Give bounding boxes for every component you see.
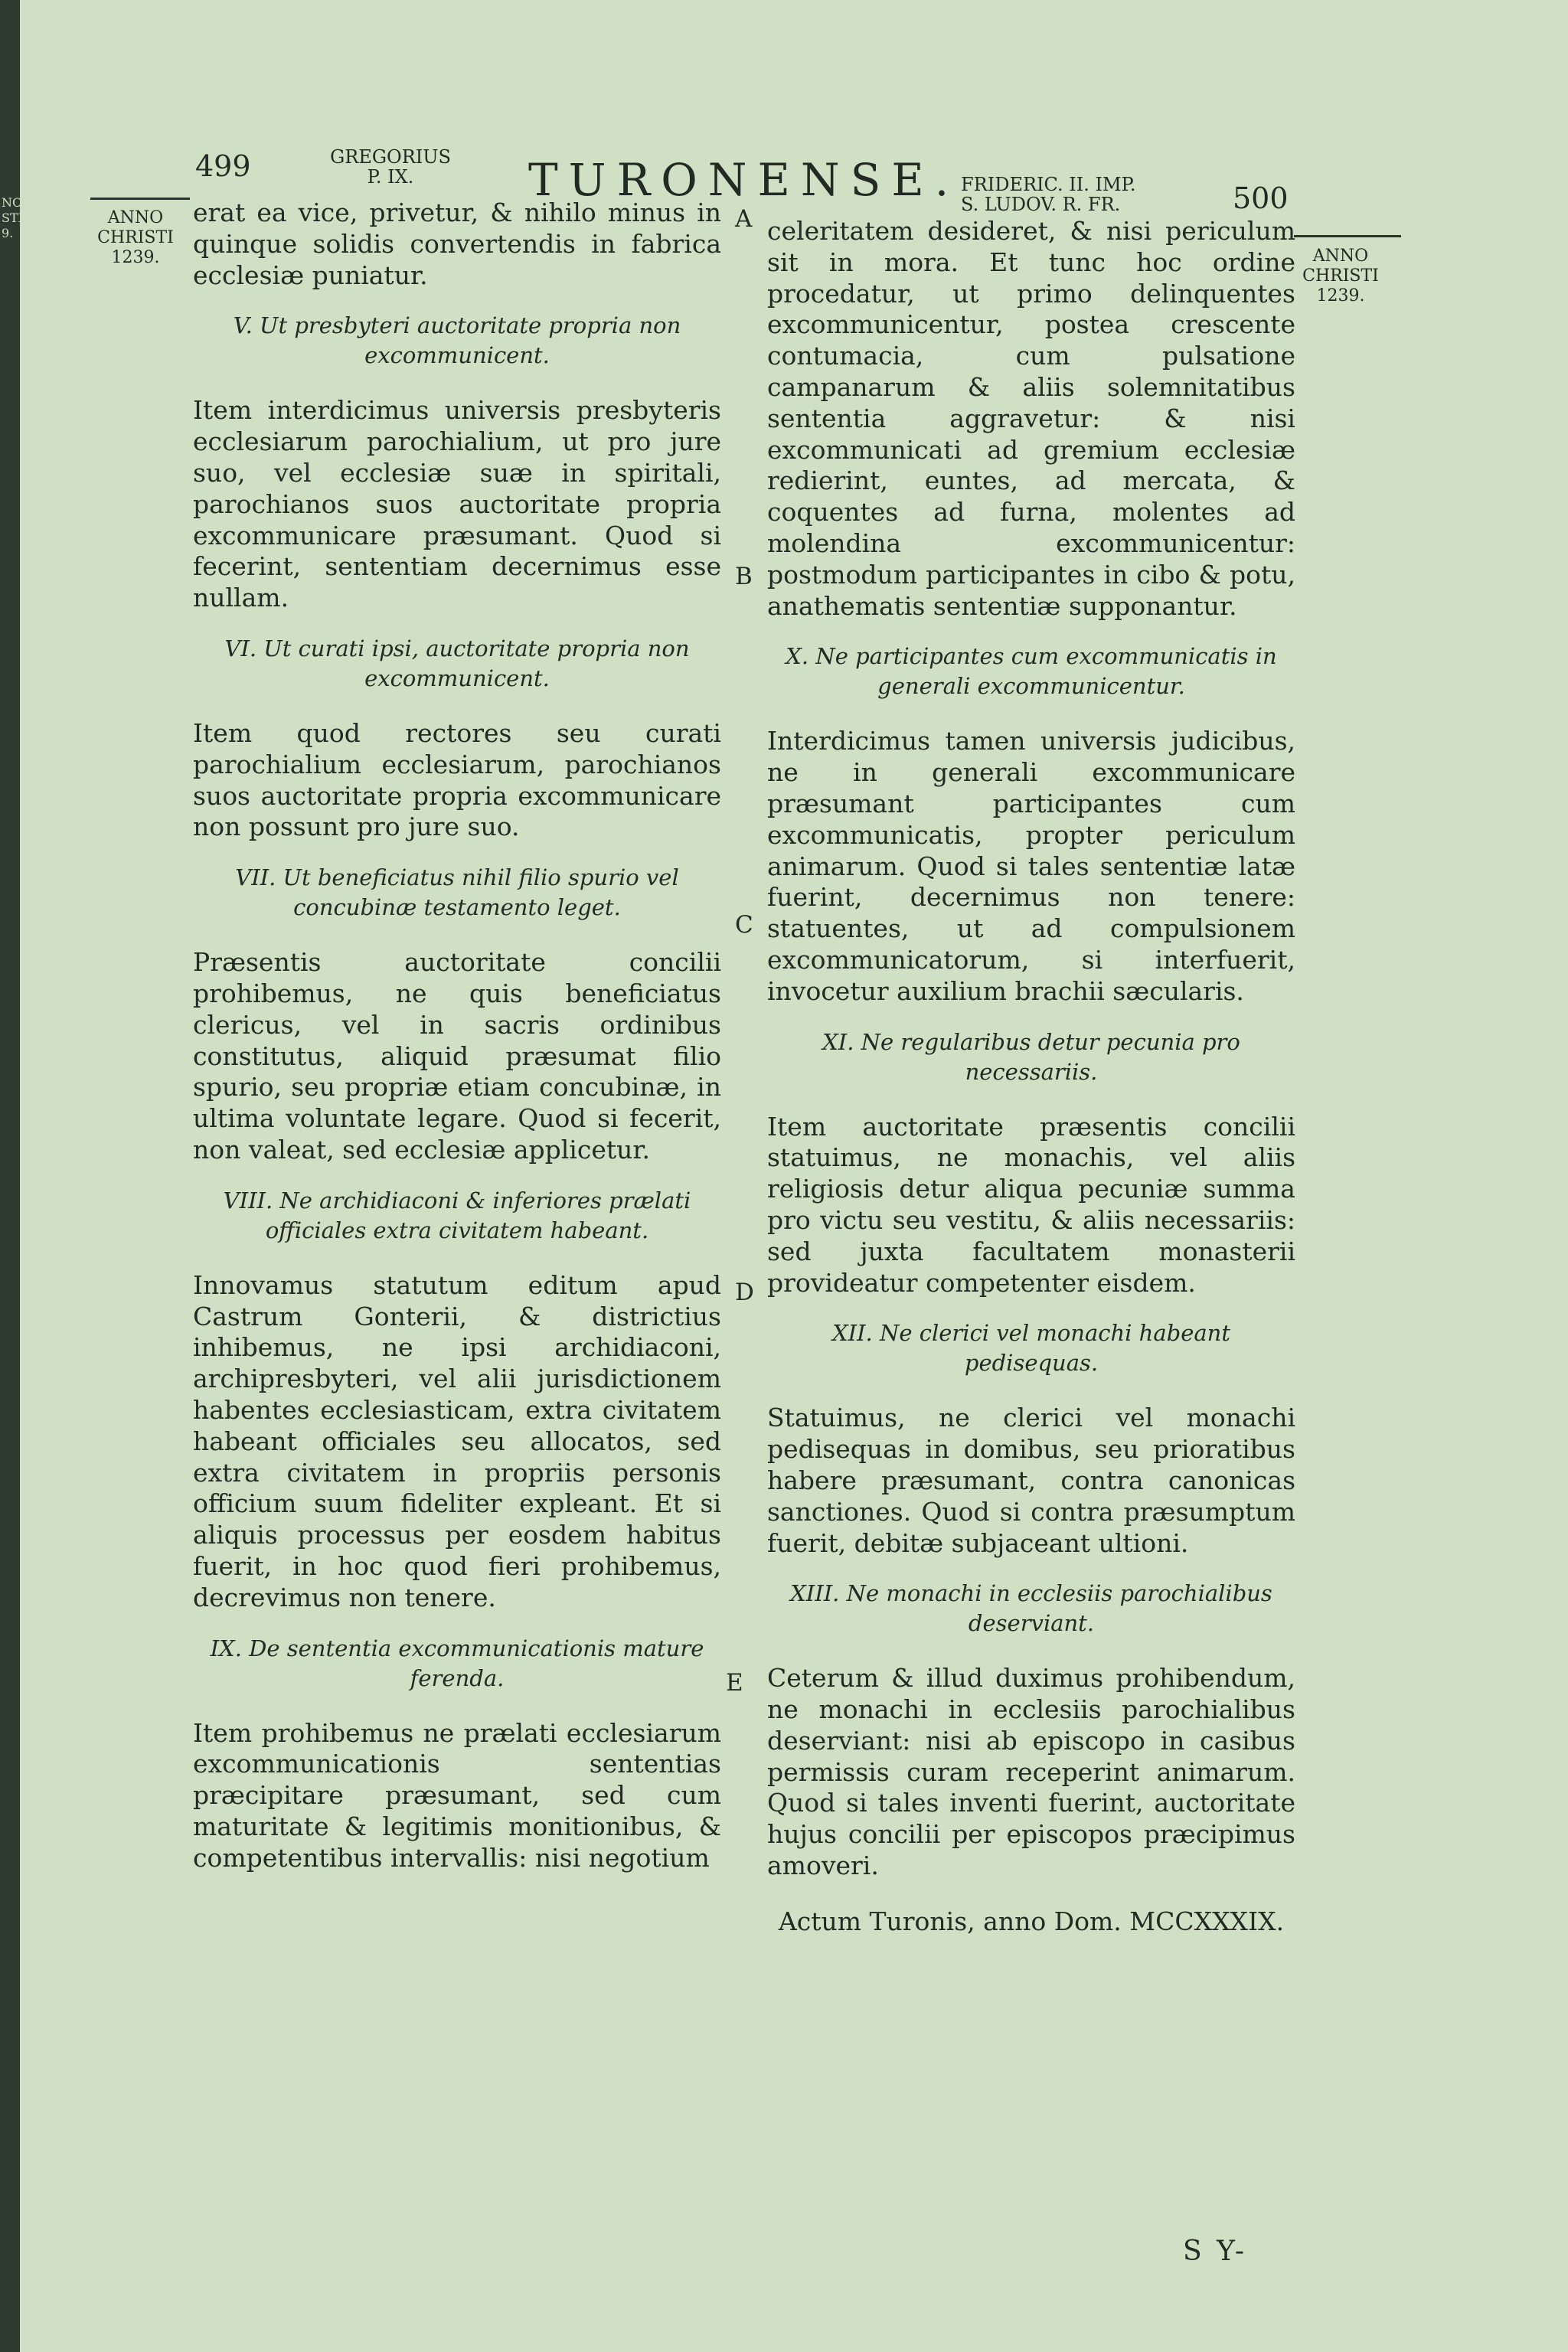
running-head-left-line2: P. IX. bbox=[367, 166, 414, 188]
section-letter-e: E bbox=[726, 1669, 743, 1697]
section-letter-c: C bbox=[735, 911, 753, 939]
paragraph-canon-6: Item quod rectores seu curati parochialium ecclesiarum, parochianos suos auctoritate propria excommunicare non possunt pro jure suo. bbox=[193, 717, 721, 842]
heading-canon-9: IX. De sententia excommunicationis mature ferenda. bbox=[210, 1635, 704, 1691]
heading-canon-13: XIII. Ne monachi in ecclesiis parochialibus deserviant. bbox=[790, 1580, 1272, 1637]
running-head-left bbox=[322, 147, 459, 187]
page-number-left: 499 bbox=[195, 149, 251, 183]
paragraph-canon-7: Præsentis auctoritate concilii prohibemus, ne quis beneficiatus clericus, vel in sacris ordinibus constitutus, aliquid præsumat filio spurio, seu propriæ etiam concubinæ, in ultima voluntate legare. Quod si fecerit, non valeat, sed ecclesiæ applicetur. bbox=[193, 947, 721, 1165]
paragraph-canon-9: Item prohibemus ne prælati ecclesiarum excommunicationis sententias præcipitare præsumant, sed cum maturitate & legitimis monitionibus, & competentibus intervallis: nisi negotium bbox=[193, 1717, 721, 1873]
heading-canon-6: VI. Ut curati ipsi, auctoritate propria non excommunicent. bbox=[224, 635, 690, 691]
margin-note-left-year: 1239. bbox=[111, 248, 160, 267]
margin-note-left-anno: ANNO bbox=[107, 208, 164, 227]
paragraph-continuation-right: celeritatem desideret, & nisi periculum sit in mora. Et tunc hoc ordine procedatur, ut primo delinquentes excommunicentur, postea crescente contumacia, cum pulsatione campanarum & aliis solemnitatibus sententia aggravetur: & nisi excommunicati ad gremium ecclesiæ redierint, euntes, ad mercata, & coquentes ad furna, molentes ad molendina excommunicentur: postmodum participantes in cibo & potu, anathematis sententiæ supponantur. bbox=[767, 216, 1295, 621]
page-gutter-edge bbox=[0, 0, 23, 2352]
actum-date-line: Actum Turonis, anno Dom. MCCXXXIX. bbox=[778, 1906, 1285, 1936]
running-head-left-line1: GREGORIUS bbox=[330, 146, 451, 168]
paragraph-canon-8: Innovamus statutum editum apud Castrum Gonterii, & districtius inhibemus, ne ipsi archidiaconi, archipresbyteri, vel alii jurisdictionem habentes ecclesiasticam, extra civitatem habeant officiales seu allocatos, sed extra civitatem in propriis personis officium suum fideliter expleant. Et si aliquis processus per eosdem habitus fuerit, in hoc quod fieri prohibemus, decrevimus non tenere. bbox=[193, 1269, 721, 1612]
margin-note-right bbox=[1291, 247, 1390, 306]
left-column bbox=[193, 198, 721, 1873]
paragraph-canon-12: Statuimus, ne clerici vel monachi pedisequas in domibus, seu prioratibus habere præsumant, contra canonicas sanctiones. Quod si contra præsumptum fuerit, debitæ subjaceant ultioni. bbox=[767, 1403, 1295, 1558]
section-letter-b: B bbox=[735, 563, 753, 590]
adjacent-page-fragment: NO STI 9. bbox=[2, 195, 23, 240]
margin-note-left bbox=[86, 208, 185, 268]
heading-canon-5: V. Ut presbyteri auctoritate propria non excommunicent. bbox=[233, 312, 681, 369]
signature-mark: S Y- bbox=[1183, 2236, 1248, 2267]
running-head-right bbox=[961, 175, 1191, 214]
margin-note-right-christi: CHRISTI bbox=[1302, 266, 1379, 286]
heading-canon-12: XII. Ne clerici vel monachi habeant pedisequas. bbox=[832, 1320, 1230, 1377]
running-head-right-line2: S. LUDOV. R. FR. bbox=[961, 194, 1121, 215]
paragraph-canon-13: Ceterum & illud duximus prohibendum, ne monachi in ecclesiis parochialibus deserviant: nisi ab episcopo in casibus permissis curam receperint animarum. Quod si tales inventi fuerint, auctoritate hujus concilii per episcopos præcipimus amoveri. bbox=[767, 1663, 1295, 1881]
section-letter-d: D bbox=[735, 1279, 754, 1306]
paragraph-canon-11: Item auctoritate præsentis concilii statuimus, ne monachis, vel aliis religiosis detur aliqua pecuniæ summa pro victu seu vestitu, & aliis necessariis: sed juxta facultatem monasterii provideatur competenter eisdem. bbox=[767, 1111, 1295, 1298]
section-letter-a: A bbox=[735, 205, 753, 233]
heading-canon-7: VII. Ut beneficiatus nihil filio spurio vel concubinæ testamento leget. bbox=[235, 864, 679, 921]
margin-note-right-year: 1239. bbox=[1316, 286, 1365, 305]
margin-rule-right bbox=[1294, 235, 1401, 237]
page-number-right: 500 bbox=[1233, 181, 1289, 215]
margin-note-left-christi: CHRISTI bbox=[97, 228, 174, 247]
running-head-right-line1: FRIDERIC. II. IMP. bbox=[961, 174, 1136, 195]
paragraph-canon-10: Interdicimus tamen universis judicibus, ne in generali excommunicare præsumant participantes cum excommunicatis, propter periculum animarum. Quod si tales sententiæ latæ fuerint, decernimus non tenere: statuentes, ut ad compulsionem excommunicatorum, si interfuerit, invocetur auxilium brachii sæcularis. bbox=[767, 726, 1295, 1006]
page-title: TURONENSE. bbox=[528, 154, 960, 206]
paragraph-continuation-left: erat ea vice, privetur, & nihilo minus in quinque solidis convertendis in fabrica ecclesiæ puniatur. bbox=[193, 198, 721, 290]
margin-note-right-anno: ANNO bbox=[1312, 247, 1369, 266]
margin-rule-left bbox=[90, 198, 190, 200]
heading-canon-8: VIII. Ne archidiaconi & inferiores prælati officiales extra civitatem habeant. bbox=[223, 1187, 691, 1243]
heading-canon-10: X. Ne participantes cum excommunicatis in generali excommunicentur. bbox=[786, 643, 1277, 700]
right-column bbox=[767, 216, 1295, 1938]
heading-canon-11: XI. Ne regularibus detur pecunia pro necessariis. bbox=[822, 1028, 1240, 1085]
paragraph-canon-5: Item interdicimus universis presbyteris ecclesiarum parochialium, ut pro jure suo, vel ecclesiæ suæ in spiritali, parochianos suos auctoritate propria excommunicare præsumant. Quod si fecerint, sententiam decernimus esse nullam. bbox=[193, 395, 721, 613]
